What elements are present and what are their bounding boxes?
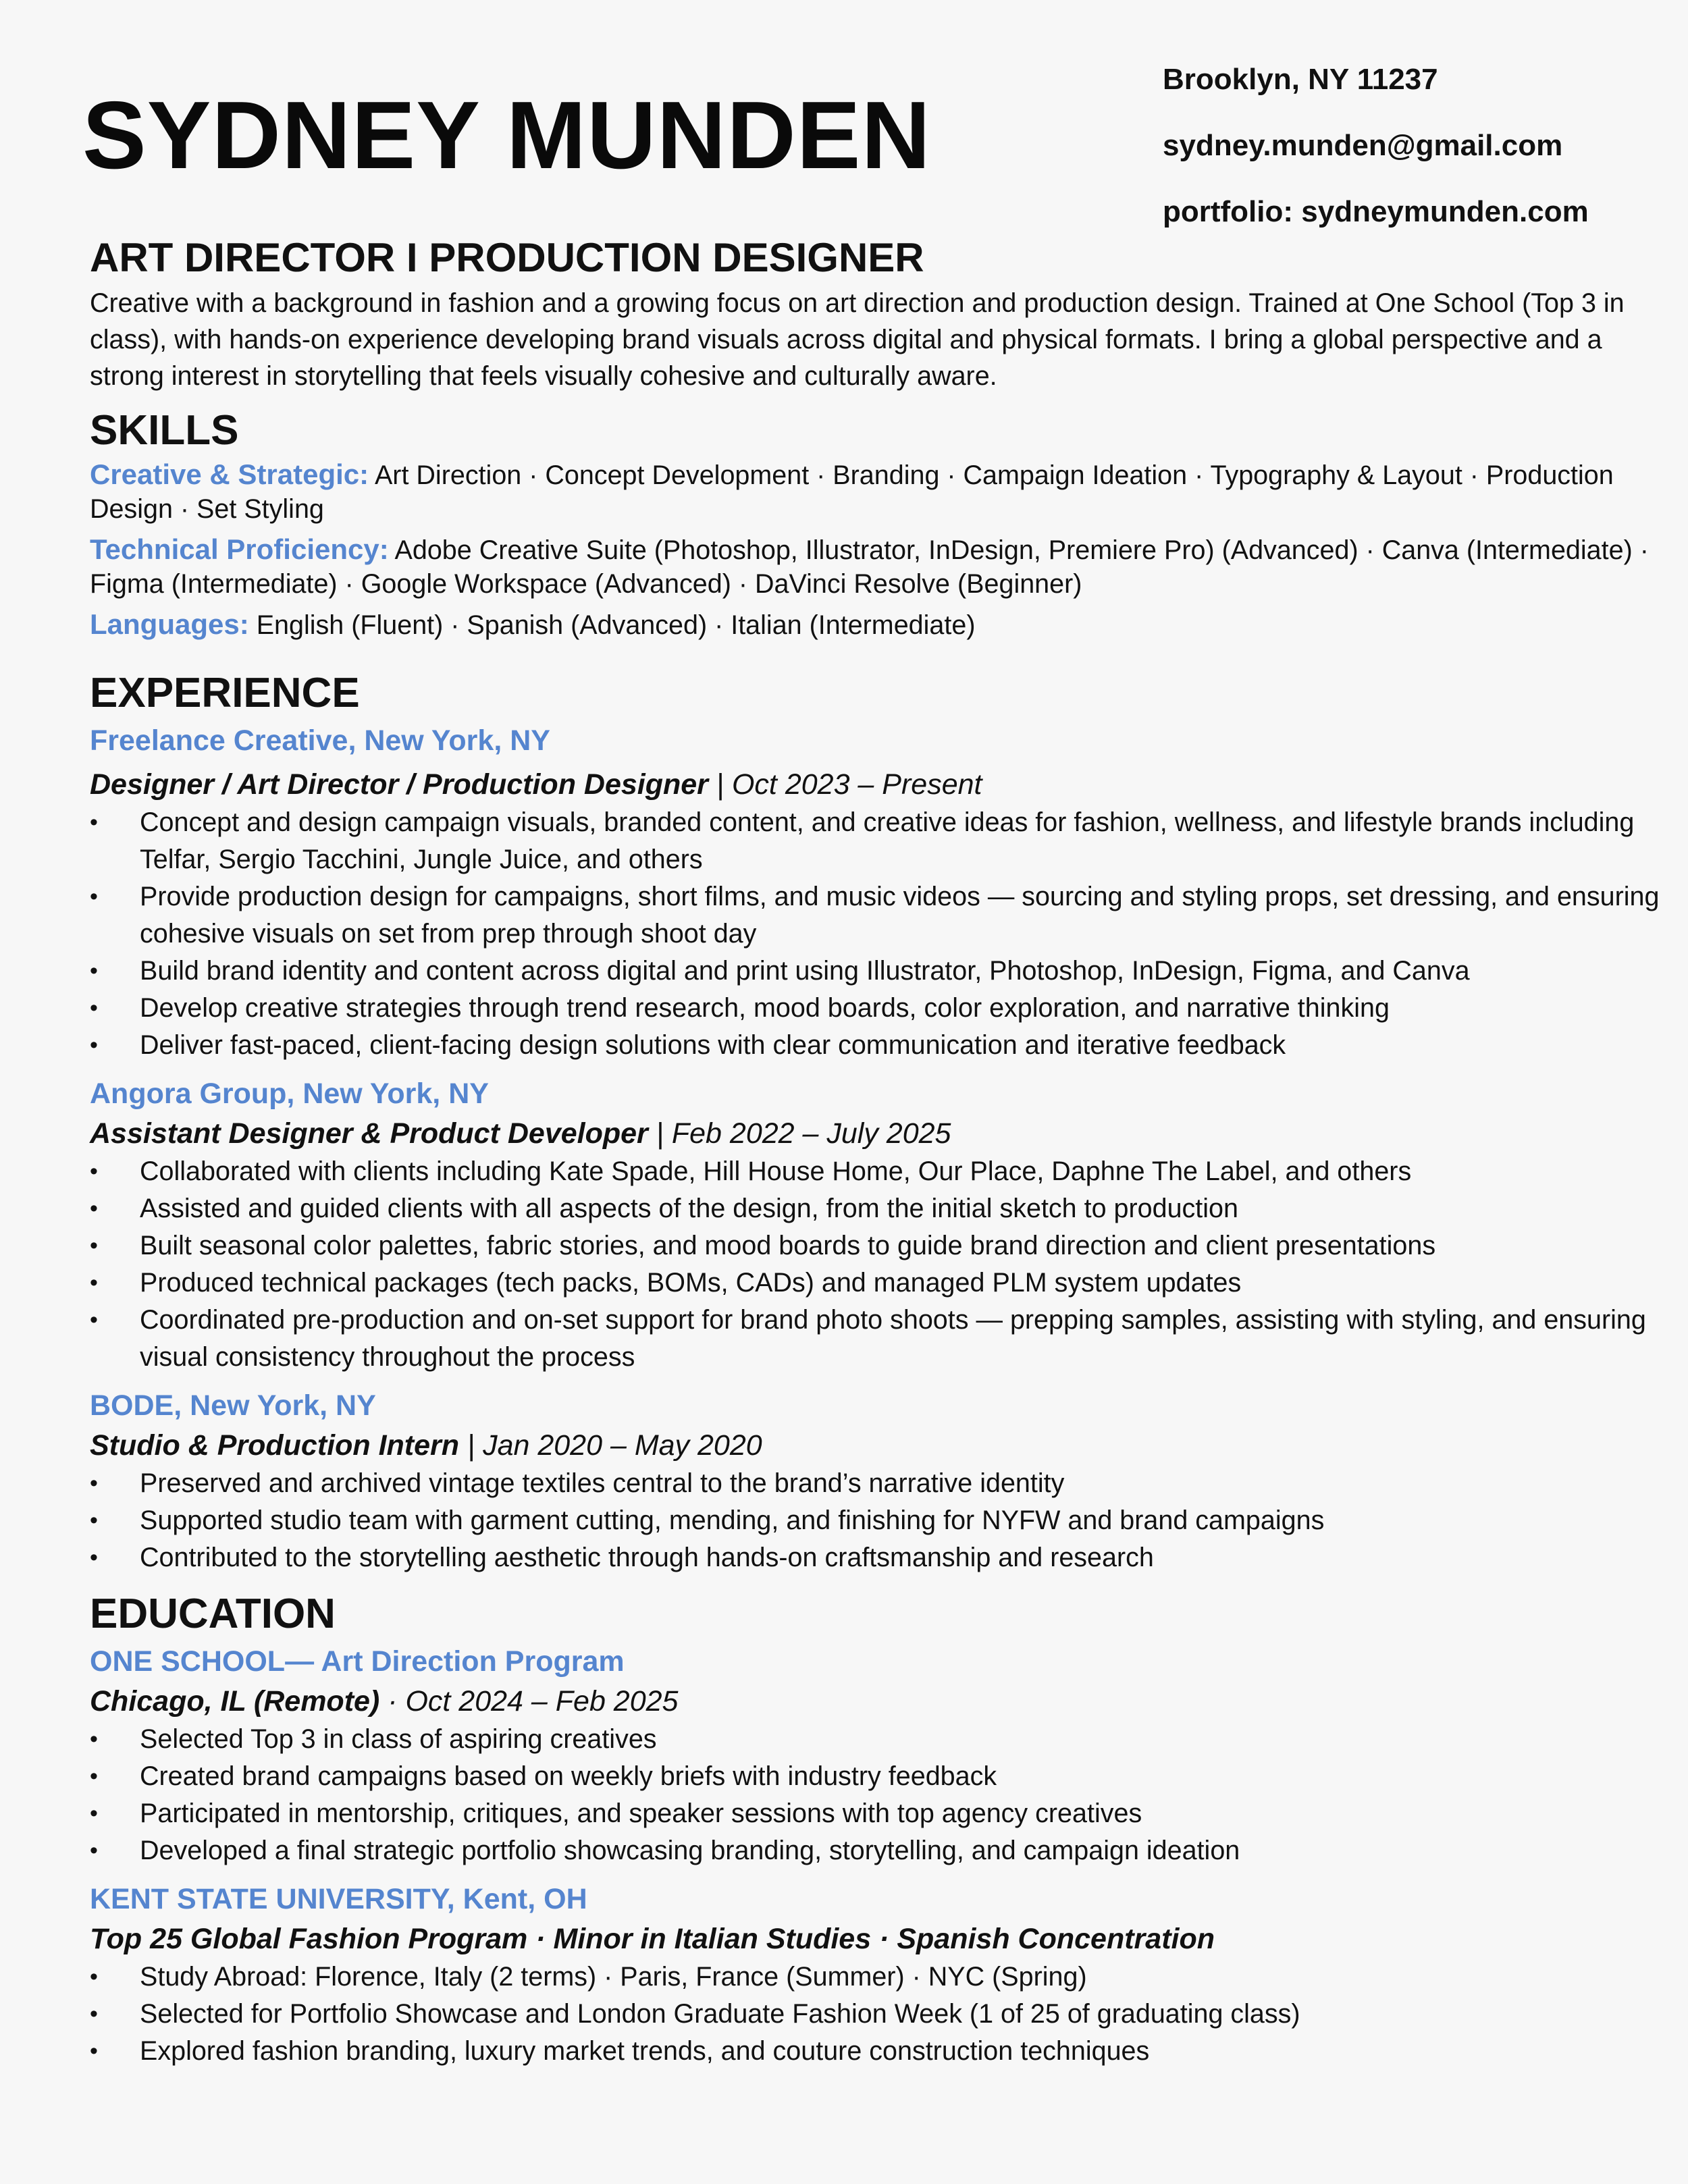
program-title: Top 25 Global Fashion Program · Minor in Italian Studies · Spanish Concentration [90, 1923, 1215, 1955]
experience-section [90, 666, 1670, 1576]
bullet-item: • Created brand campaigns based on weekly briefs with industry feedback [90, 1758, 1679, 1795]
bullet-list [90, 804, 1670, 1064]
skills-section [90, 404, 1670, 642]
skill-row-creative [90, 458, 1670, 526]
skill-label: Languages: [90, 608, 249, 640]
role-line [90, 1426, 1670, 1465]
role-dates: | Oct 2023 – Present [708, 768, 982, 801]
section-heading-experience: EXPERIENCE [90, 670, 360, 716]
bullet-list [90, 1959, 1670, 2070]
bullet-item: • Develop creative strategies through trend research, mood boards, color exploration, and narrative thinking [90, 990, 1679, 1027]
bullet-item: • Contributed to the storytelling aesthetic through hands-on craftsmanship and research [90, 1539, 1679, 1576]
school: KENT STATE UNIVERSITY, Kent, OH [90, 1883, 587, 1915]
section-heading-skills: SKILLS [90, 407, 239, 454]
role-dates: | Feb 2022 – July 2025 [648, 1117, 951, 1150]
employer: Freelance Creative, New York, NY [90, 724, 550, 757]
role-title: Assistant Designer & Product Developer [90, 1117, 648, 1150]
bullet-item: • Deliver fast-paced, client-facing design solutions with clear communication and iterative feedback [90, 1027, 1679, 1064]
bullet-item: • Concept and design campaign visuals, branded content, and creative ideas for fashion, wellness, and lifestyle brands including Telfar, Sergio Tacchini, Jungle Juice, and others [90, 804, 1679, 878]
bullet-item: • Provide production design for campaigns, short films, and music videos — sourcing and styling props, set dressing, and ensuring cohesive visuals on set from prep through shoot day [90, 878, 1679, 953]
role-title: Designer / Art Director / Production Designer [90, 768, 708, 801]
role-line [90, 1114, 1670, 1153]
portfolio-link: portfolio: sydneymunden.com [1163, 195, 1589, 228]
bullet-item: • Collaborated with clients including Kate Spade, Hill House Home, Our Place, Daphne The Label, and others [90, 1153, 1679, 1190]
job-entry-bode [90, 1385, 1670, 1576]
role-title: Studio & Production Intern [90, 1429, 460, 1462]
program-location: Chicago, IL (Remote) [90, 1685, 380, 1717]
address: Brooklyn, NY 11237 [1163, 63, 1438, 96]
bullet-item: • Coordinated pre-production and on-set support for brand photo shoots — prepping samples, assisting with styling, and ensuring visual consistency throughout the process [90, 1302, 1679, 1376]
program-dates: · Oct 2024 – Feb 2025 [379, 1685, 679, 1717]
skill-label: Technical Proficiency: [90, 533, 389, 565]
bullet-item: • Explored fashion branding, luxury market trends, and couture construction techniques [90, 2033, 1679, 2070]
bullet-item: • Preserved and archived vintage textiles central to the brand’s narrative identity [90, 1465, 1679, 1502]
employer: Angora Group, New York, NY [90, 1077, 489, 1110]
bullet-item: • Developed a final strategic portfolio showcasing branding, storytelling, and campaign ideation [90, 1832, 1679, 1869]
program-line [90, 1682, 1670, 1721]
bullet-list [90, 1153, 1670, 1376]
skill-text: Art Direction · Concept Development · Branding · Campaign Ideation · Typography & Layout · Production Design · Set Styling [90, 460, 1614, 524]
bullet-list [90, 1721, 1670, 1869]
skill-text: Adobe Creative Suite (Photoshop, Illustrator, InDesign, Premiere Pro) (Advanced) · Canva (Intermediate) · Figma (Intermediate) · Google Workspace (Advanced) · DaVinci Resolve (Beginner) [90, 535, 1649, 599]
bullet-item: • Assisted and guided clients with all aspects of the design, from the initial sketch to production [90, 1190, 1679, 1227]
email: sydney.munden@gmail.com [1163, 129, 1563, 162]
employer: BODE, New York, NY [90, 1389, 376, 1422]
bullet-item: • Supported studio team with garment cutting, mending, and finishing for NYFW and brand campaigns [90, 1502, 1679, 1539]
bullet-item: • Produced technical packages (tech packs, BOMs, CADs) and managed PLM system updates [90, 1264, 1679, 1302]
school: ONE SCHOOL— Art Direction Program [90, 1645, 625, 1678]
bullet-item: • Build brand identity and content across digital and print using Illustrator, Photoshop, InDesign, Figma, and Canva [90, 953, 1679, 990]
job-entry-angora [90, 1073, 1670, 1376]
bullet-item: • Participated in mentorship, critiques, and speaker sessions with top agency creatives [90, 1795, 1679, 1832]
bullet-item: • Selected Top 3 in class of aspiring creatives [90, 1721, 1679, 1758]
skill-text: English (Fluent) · Spanish (Advanced) · Italian (Intermediate) [256, 610, 976, 640]
job-entry-freelance [90, 720, 1670, 1064]
bullet-item: • Selected for Portfolio Showcase and London Graduate Fashion Week (1 of 25 of graduating class) [90, 1996, 1679, 2033]
program-line [90, 1919, 1670, 1959]
education-entry-kent-state [90, 1879, 1670, 2070]
job-title: ART DIRECTOR I PRODUCTION DESIGNER [90, 235, 924, 280]
skill-row-technical [90, 533, 1670, 601]
education-entry-one-school [90, 1641, 1670, 1869]
role-dates: | Jan 2020 – May 2020 [459, 1429, 762, 1462]
bullet-item: • Study Abroad: Florence, Italy (2 terms) · Paris, France (Summer) · NYC (Spring) [90, 1959, 1679, 1996]
bullet-list [90, 1465, 1670, 1576]
education-section [90, 1587, 1670, 2070]
bullet-item: • Built seasonal color palettes, fabric stories, and mood boards to guide brand direction and client presentations [90, 1227, 1679, 1264]
skill-label: Creative & Strategic: [90, 458, 369, 490]
role-line [90, 765, 1670, 804]
summary: Creative with a background in fashion and a growing focus on art direction and production design. Trained at One School (Top 3 in class), with hands-on experience developing brand visuals across digital and physical formats. I bring a global perspective and a strong interest in storytelling that feels visually cohesive and culturally aware. [90, 288, 1625, 391]
candidate-name: SYDNEY MUNDEN [82, 82, 932, 189]
section-heading-education: EDUCATION [90, 1591, 336, 1637]
resume-body [90, 231, 1670, 2079]
skill-row-languages [90, 608, 1670, 642]
